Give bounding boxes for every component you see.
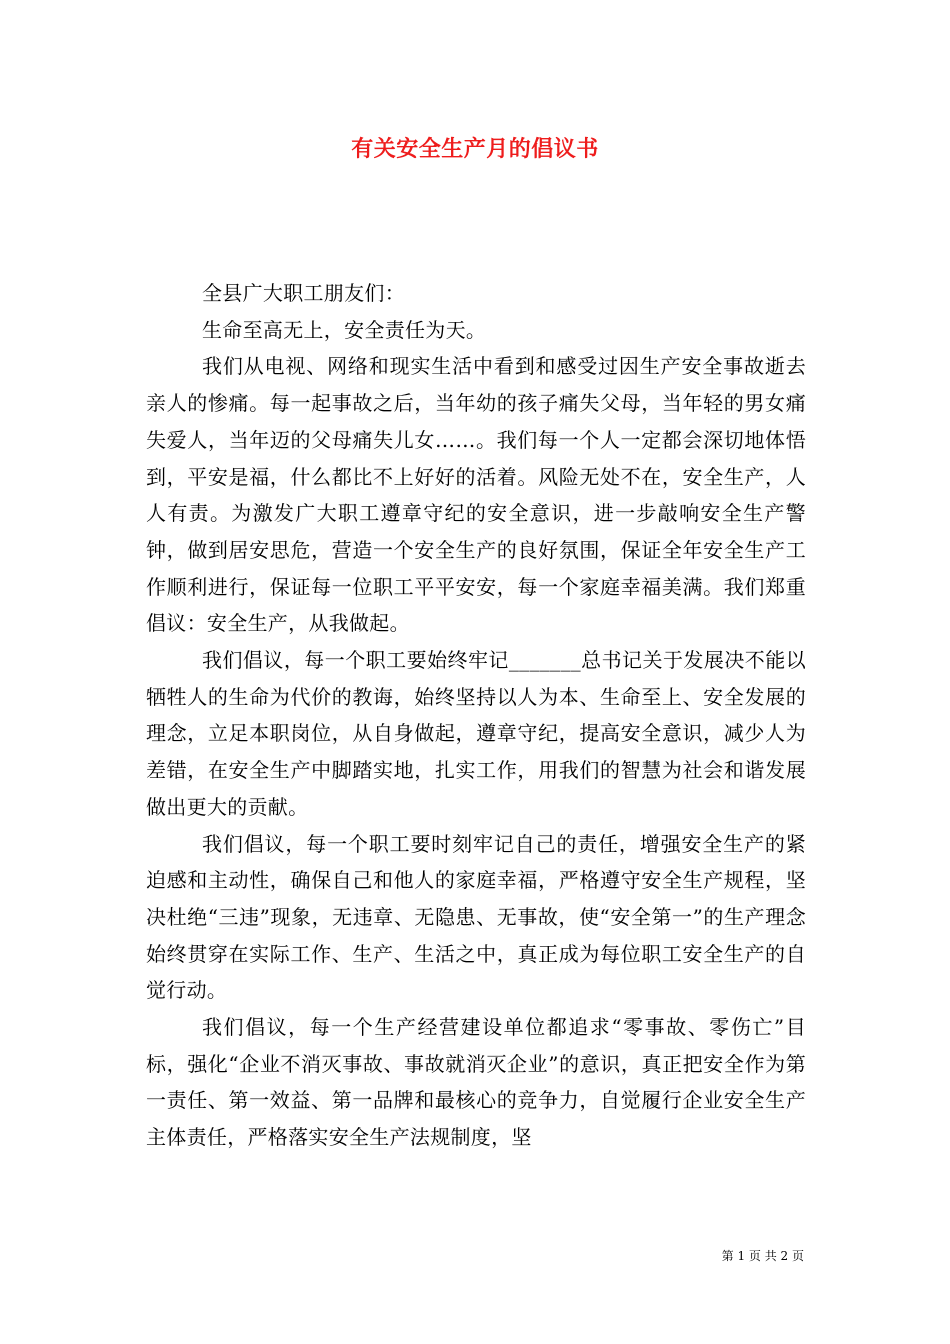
document-title: 有关安全生产月的倡议书 <box>351 136 599 162</box>
paragraph-proposal-1: 我们倡议，每一个职工要始终牢记_______总书记关于发展决不能以牺牲人的生命为代价的教诲，始终坚持以人为本、生命至上、安全发展的理念，立足本职岗位，从自身做起，遵章守纪，提高安全意识，减少人为差错，在安全生产中脚踏实地，扎实工作，用我们的智慧为社会和谐发展做出更大的贡献。 <box>146 648 806 819</box>
salutation: 全县广大职工朋友们： <box>202 281 405 305</box>
paragraph-intro: 我们从电视、网络和现实生活中看到和感受过因生产安全事故逝去亲人的惨痛。每一起事故之后，当年幼的孩子痛失父母，当年轻的男女痛失爱人，当年迈的父母痛失儿女……。我们每一个人一定都会深切地体悟到，平安是福，什么都比不上好好的活着。风险无处不在，安全生产，人人有责。为激发广大职工遵章守纪的安全意识，进一步敲响安全生产警钟，做到居安思危，营造一个安全生产的良好氛围，保证全年安全生产工作顺利进行，保证每一位职工平平安安，每一个家庭幸福美满。我们郑重倡议：安全生产，从我做起。 <box>146 354 806 636</box>
paragraph-proposal-3: 我们倡议，每一个生产经营建设单位都追求“零事故、零伤亡”目标，强化“企业不消灭事故、事故就消灭企业”的意识，真正把安全作为第一责任、第一效益、第一品牌和最核心的竞争力，自觉履行企业安全生产主体责任，严格落实安全生产法规制度，坚 <box>146 1015 806 1150</box>
paragraph-proposal-2: 我们倡议，每一个职工要时刻牢记自己的责任，增强安全生产的紧迫感和主动性，确保自己和他人的家庭幸福，严格遵守安全生产规程，坚决杜绝“三违”现象，无违章、无隐患、无事故，使“安全第一”的生产理念始终贯穿在实际工作、生产、生活之中，真正成为每位职工安全生产的自觉行动。 <box>146 831 806 1003</box>
paragraph-motto: 生命至高无上，安全责任为天。 <box>202 317 487 342</box>
document-body <box>146 275 806 1156</box>
page-number: 第 1 页 共 2 页 <box>721 1249 804 1263</box>
